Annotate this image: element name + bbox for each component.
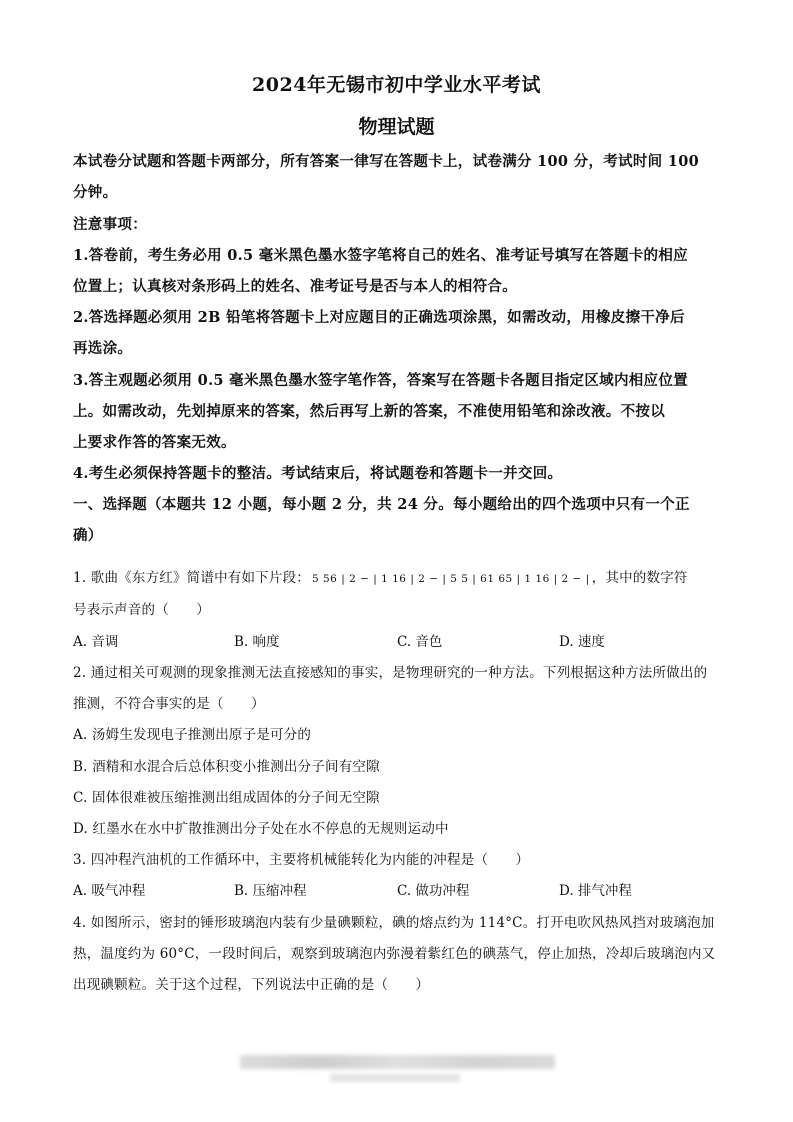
q2-option-d: D. 红墨水在水中扩散推测出分子处在水不停息的无规则运动中	[73, 821, 449, 837]
q1-music-score: 5 56 | 2 − | 1 16 | 2 − | 5 5 | 61 65 | 1 16 | 2 − |	[311, 572, 590, 585]
subject-title: 物理试题	[358, 116, 435, 138]
section1-heading-line-2: 确）	[73, 527, 103, 544]
q4-stem-line-1: 4. 如图所示，密封的锤形玻璃泡内装有少量碘颗粒，碘的熔点约为 114°C。打开电吹风热风挡对玻璃泡加	[73, 915, 715, 931]
notice-1-line-1: 1.答卷前，考生务必用 0.5 毫米黑色墨水签字笔将自己的姓名、准考证号填写在答题卡的相应	[73, 247, 688, 264]
q1-option-c: C. 音色	[397, 634, 443, 650]
notice-4-line-1: 4.考生必须保持答题卡的整洁。考试结束后，将试题卷和答题卡一并交回。	[73, 465, 563, 482]
blurred-footer-watermark	[240, 1055, 555, 1069]
section1-heading-line-1: 一、选择题（本题共 12 小题，每小题 2 分，共 24 分。每小题给出的四个选项中只有一个正	[73, 496, 690, 513]
q3-option-d: D. 排气冲程	[559, 883, 632, 899]
q2-stem-line-1: 2. 通过相关可观测的现象推测无法直接感知的事实，是物理研究的一种方法。下列根据这种方法所做出的	[73, 665, 708, 681]
q1-option-d: D. 速度	[559, 634, 605, 650]
q3-option-b: B. 压缩冲程	[234, 883, 307, 899]
q1-stem-line-2: 号表示声音的（ ）	[73, 602, 210, 618]
q1-option-b: B. 响度	[234, 634, 280, 650]
q3-stem: 3. 四冲程汽油机的工作循环中，主要将机械能转化为内能的冲程是（ ）	[73, 852, 530, 868]
intro-line-2: 分钟。	[73, 184, 118, 201]
notice-3-line-1: 3.答主观题必须用 0.5 毫米黑色墨水签字笔作答，答案写在答题卡各题目指定区域内相应位置	[73, 372, 688, 389]
q2-option-a: A. 汤姆生发现电子推测出原子是可分的	[73, 727, 312, 743]
q4-stem-line-3: 出现碘颗粒。关于这个过程，下列说法中正确的是（ ）	[73, 977, 430, 993]
intro-line-1: 本试卷分试题和答题卡两部分，所有答案一律写在答题卡上，试卷满分 100 分，考试时间 100	[73, 153, 699, 170]
notice-3-line-3: 上要求作答的答案无效。	[73, 434, 236, 451]
notice-2-line-2: 再选涂。	[73, 340, 133, 357]
q1-suffix: ，其中的数字符	[591, 570, 688, 586]
exam-title: 2024年无锡市初中学业水平考试	[252, 74, 541, 96]
q1-stem-line-1	[73, 566, 723, 586]
notice-1-line-2: 位置上；认真核对条形码上的姓名、准考证号是否与本人的相符合。	[73, 278, 517, 295]
q1-prefix: 1. 歌曲《东方红》简谱中有如下片段：	[73, 570, 310, 586]
blurred-footer-watermark-2	[330, 1074, 460, 1082]
q2-option-c: C. 固体很难被压缩推测出组成固体的分子间无空隙	[73, 790, 380, 806]
q2-option-b: B. 酒精和水混合后总体积变小推测出分子间有空隙	[73, 759, 380, 775]
notice-3-line-2: 上。如需改动，先划掉原来的答案，然后再写上新的答案，不准使用铅笔和涂改液。不按以	[73, 403, 665, 420]
notice-heading: 注意事项：	[73, 216, 147, 233]
q3-option-a: A. 吸气冲程	[73, 883, 146, 899]
q1-option-a: A. 音调	[73, 634, 119, 650]
notice-2-line-1: 2.答选择题必须用 2B 铅笔将答题卡上对应题目的正确选项涂黑，如需改动，用橡皮擦干净后	[73, 309, 685, 326]
q4-stem-line-2: 热，温度约为 60°C，一段时间后，观察到玻璃泡内弥漫着紫红色的碘蒸气，停止加热，冷却后玻璃泡内又	[73, 946, 716, 962]
q2-stem-line-2: 推测，不符合事实的是（ ）	[73, 696, 265, 712]
q3-option-c: C. 做功冲程	[397, 883, 470, 899]
